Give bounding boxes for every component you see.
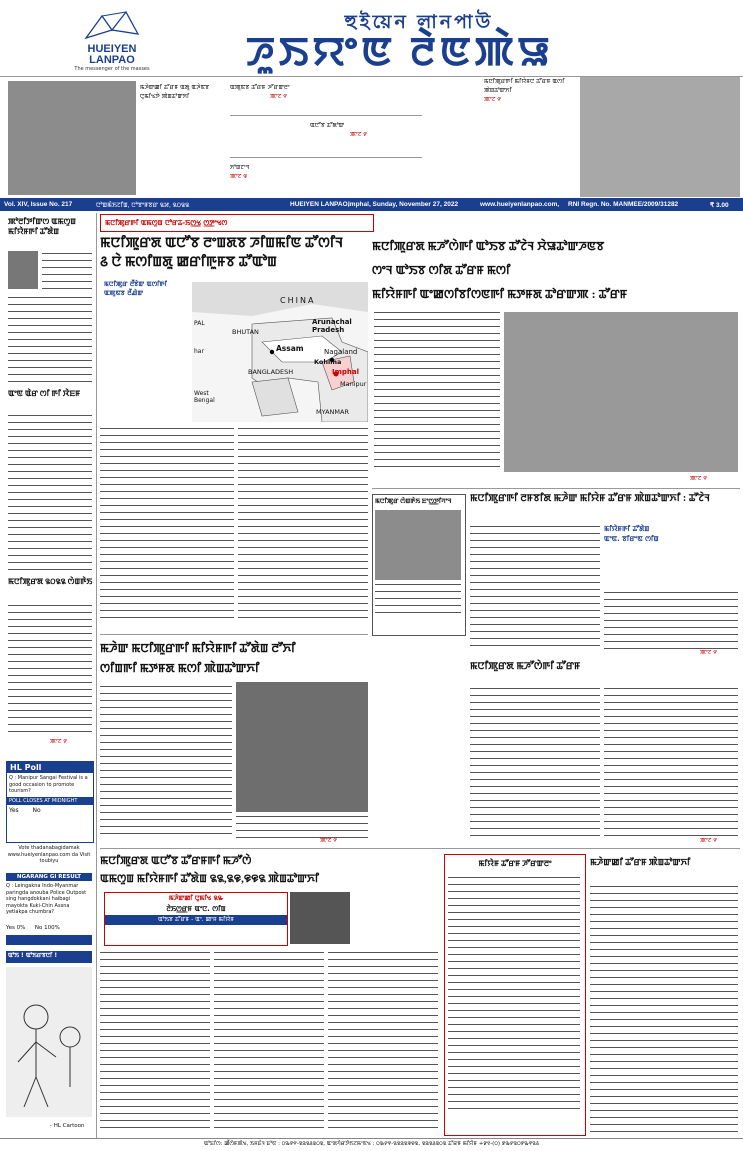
top-box-1-ref[interactable]: ꯄꯦꯖ ꯵ xyxy=(270,93,288,100)
right-top-photo xyxy=(504,312,738,472)
top-box-1[interactable] xyxy=(230,83,422,116)
bottom-text-3 xyxy=(328,950,438,1134)
top-left-text: ꯃꯍꯥꯛꯀꯤ ꯊꯧꯔꯝ ꯑꯗꯨ ꯑꯍꯥꯟꯕ ꯅꯨꯃꯤꯠꯇꯥ ꯄꯥꯡꯊꯣꯛꯈꯤ xyxy=(140,84,210,100)
website[interactable]: www.hueiyenlanpao.com, xyxy=(480,201,560,208)
small-story-text xyxy=(375,582,461,618)
map-label-bangladesh: BANGLADESH xyxy=(248,368,294,376)
cartoon-caption: ꯑꯣꯏ ! ꯑꯣꯏꯔꯕꯅꯤ ! xyxy=(6,951,92,963)
result-title: NGARANG GI RESULT xyxy=(6,873,92,881)
top-box-3-ref[interactable]: ꯄꯦꯖ ꯶ xyxy=(230,173,248,180)
mid-right-text-2 xyxy=(604,590,738,650)
publisher: HUEIYEN LANPAO, xyxy=(290,201,350,208)
mid-right-headline: ꯃꯅꯤꯄꯨꯔꯒꯤ ꯂꯝꯕꯤꯗ ꯃꯍꯥꯛ ꯃꯤꯌꯥꯝ ꯊꯧꯔꯝ ꯄꯥꯡꯊꯣꯛꯈꯤ : ꯊꯧꯖꯥꯜ xyxy=(470,493,710,504)
top-box-2-ref[interactable]: ꯄꯦꯖ ꯸ xyxy=(350,131,368,138)
map-label-assam: Assam xyxy=(276,344,304,353)
result-values xyxy=(6,925,92,931)
photo-story-text xyxy=(100,684,232,834)
map-sidebar-text: ꯃꯅꯤꯄꯨꯔ ꯂꯩꯕꯥꯛ ꯑꯁꯤꯒꯤ ꯑꯄꯨꯟꯕ ꯂꯩꯉꯥꯛ xyxy=(104,280,168,297)
volume-issue: Vol. XIV, Issue No. 217 xyxy=(4,201,73,208)
small-story-photo xyxy=(375,510,461,580)
map-label-west-bengal: West Bengal xyxy=(194,390,215,404)
obituary-name: ꯂꯥꯏꯁ꯭ꯔꯝ ꯑꯦꯅ. ꯁꯤꯡ xyxy=(166,905,226,913)
mid-right-box-sub: ꯑꯦꯟ. ꯕꯤꯔꯦꯟ ꯁꯤꯡ xyxy=(604,535,659,543)
bottom-headline-2: ꯑꯃꯁꯨꯡ ꯃꯤꯌꯥꯝꯒꯤ ꯊꯧꯗꯥꯡ ꯲꯲,꯲꯶,꯶꯶꯲ ꯄꯥꯡꯊꯣꯛꯈꯤ xyxy=(100,873,319,885)
top-box-1-text: ꯑꯄꯨꯟꯕ ꯊꯧꯔꯝ ꯍꯧꯔꯛꯂꯦ xyxy=(230,84,290,91)
divider xyxy=(372,488,740,489)
result-yes: Yes 0% xyxy=(6,925,26,931)
map-story-text-1 xyxy=(100,426,234,622)
masthead-title-meitei: ꯍꯨꯏꯌꯦꯟ ꯂꯥꯟꯄꯥꯎ xyxy=(246,29,554,74)
left-text-4 xyxy=(8,603,92,733)
map-label-arunachal: Arunachal Pradesh xyxy=(312,318,352,334)
obituary-sub: ꯑꯣꯏꯕ ꯊꯧꯔꯝ - ꯑꯦ. ꯀꯦꯝ ꯃꯤꯌꯥꯝ xyxy=(105,915,287,925)
bottom-headline xyxy=(100,852,440,888)
hl-poll-no[interactable]: No xyxy=(32,806,41,814)
center-story-ref[interactable]: ꯄꯦꯖ ꯵ xyxy=(700,837,718,844)
left-headline-3: ꯃꯅꯤꯄꯨꯔꯗ ꯲꯰꯲꯲ ꯁꯥꯡꯒꯥꯏ xyxy=(8,577,93,586)
cartoon-drawing-icon xyxy=(6,967,92,1117)
left-headline-1: ꯄꯣꯂꯤꯇꯤꯛꯁ ꯑꯃꯁꯨꯡ ꯃꯤꯌꯥꯝꯒꯤ ꯊꯧꯗꯥꯡ xyxy=(8,217,76,236)
obituary-box xyxy=(104,892,288,946)
right-top-headline-2: ꯁꯦꯜ ꯑꯣꯏꯕ ꯁꯤꯗ ꯊꯧꯔꯝ ꯃꯁꯤ xyxy=(372,263,511,277)
map-story-text-2 xyxy=(238,426,368,622)
map-headline-line-2: ꯴ ꯅꯥ ꯃꯁꯤꯡꯗꯨ ꯀꯔꯤꯒꯨꯝꯕ ꯊꯧꯑꯣꯡ xyxy=(100,255,277,270)
bottom-right-headline: ꯃꯍꯥꯛꯀꯤ ꯊꯧꯔꯝ ꯄꯥꯡꯊꯣꯛꯈꯤ xyxy=(590,857,691,867)
right-top-text xyxy=(374,310,500,470)
rni-number: RNI Regn. No. MANMEE/2009/31282 xyxy=(568,201,679,208)
map-label-manipur: Manipur xyxy=(340,380,367,388)
divider xyxy=(100,634,368,635)
right-top-ref[interactable]: ꯄꯦꯖ ꯵ xyxy=(690,475,708,482)
result-question: Q : Leingakna Indo-Myanmar paringda anouba Police Outpost sing hangdokkani haibagi mayokta Kuki-Chin Assna yetlakpa chumbra? xyxy=(6,883,87,915)
map-label-bhutan: BHUTAN xyxy=(232,328,259,336)
hl-poll-yes[interactable]: Yes xyxy=(9,806,19,814)
top-right-text xyxy=(484,77,578,187)
group-photo xyxy=(8,81,136,195)
small-story-box xyxy=(372,494,466,636)
map-label-nepal: PAL xyxy=(194,320,205,327)
bottom-mid-box xyxy=(444,854,586,1136)
footer: ꯑꯣꯐꯤꯁ: ꯀꯩꯁꯥꯝꯄꯥꯠ, ꯏꯝꯐꯥꯜ ꯐꯣꯟ : ꯰꯳꯸꯵-꯲꯲꯲꯴꯲꯰꯲, ꯑꯦꯗꯚꯥꯔꯇꯥꯏꯖꯃꯦꯟꯠ : ꯰꯳꯸꯵-꯲꯲꯲꯲꯶꯶꯲, ꯲꯲꯲꯴꯲꯰꯲ ꯊꯧꯔꯝ ꯃꯤꯌꯥꯝ +꯹꯱-(꯰) ꯹꯳꯸꯲꯰꯸꯳꯵꯲꯴ xyxy=(0,1138,743,1151)
photo-story-headline-2: ꯁꯤꯡꯒꯤ ꯃꯇꯝꯗ ꯃꯁꯤ ꯄꯥꯡꯊꯣꯛꯈꯤ xyxy=(100,661,260,675)
masthead-title-bengali: হুইয়েন লানপাউ xyxy=(344,12,494,33)
mid-right-ref[interactable]: ꯄꯦꯖ ꯵ xyxy=(700,649,718,656)
top-right-text-body: ꯃꯅꯤꯄꯨꯔꯒꯤ ꯃꯤꯌꯥꯝꯅ ꯊꯧꯔꯝ ꯑꯁꯤ ꯄꯥꯡꯊꯣꯛꯈꯤ xyxy=(484,78,565,94)
mid-right-text xyxy=(470,524,600,648)
photo-story-headline-1: ꯃꯍꯥꯛ ꯃꯅꯤꯄꯨꯔꯒꯤ ꯃꯤꯌꯥꯝꯒꯤ ꯊꯧꯗꯥꯡ ꯂꯧꯈꯤ xyxy=(100,641,296,655)
map-label-myanmar: MYANMAR xyxy=(316,408,349,416)
map-label-kohima: Kohima xyxy=(314,358,342,366)
vote-instructions[interactable]: Vote thadanabagidamak www.hueiyenlanpao.com da Visit toubiyu xyxy=(7,845,91,864)
map-label-imphal: Imphal xyxy=(332,368,360,376)
hl-poll-options xyxy=(7,805,93,816)
right-top-headline-1: ꯃꯅꯤꯄꯨꯔꯗ ꯃꯍꯧꯁꯥꯒꯤ ꯑꯣꯏꯕ ꯊꯧꯖꯥꯜ ꯆꯥꯎꯊꯣꯛꯍꯟꯕ xyxy=(372,239,605,253)
map-headline xyxy=(100,234,368,272)
map-label-nagaland: Nagaland xyxy=(324,348,358,356)
left-text-2 xyxy=(8,295,92,385)
hl-poll-closes: POLL CLOSES AT MIDNIGHT xyxy=(7,797,93,805)
left-column xyxy=(0,213,97,1138)
top-box-3-text: ꯈꯣꯡꯖꯦꯜ xyxy=(230,164,250,171)
right-top-headline xyxy=(372,234,738,306)
masthead xyxy=(0,0,743,76)
center-story-text-2 xyxy=(604,686,738,836)
logo-tagline: The messenger of the masses xyxy=(74,66,150,72)
bottom-mid-box-title: ꯃꯤꯌꯥꯝ ꯊꯧꯔꯝ ꯍꯧꯔꯛꯂꯦ xyxy=(478,859,552,868)
obituary-title: ꯃꯍꯥꯛꯀꯤ ꯅꯨꯃꯤꯠ ꯲꯳ xyxy=(168,894,224,902)
photo-story-photo xyxy=(236,682,368,812)
photo-story-headline xyxy=(100,638,368,678)
left-headline-2: ꯑꯦꯟ ꯑꯥꯔ ꯁꯤ ꯒꯤ ꯋꯥꯐꯝ xyxy=(8,389,81,398)
map-headline-line-1: ꯃꯅꯤꯄꯨꯔꯗ ꯑꯅꯧꯕ ꯂꯦꯡꯗꯕ ꯍꯤꯡꯃꯤꯟ ꯊꯧꯁꯤꯜ xyxy=(100,236,344,251)
map xyxy=(192,282,368,422)
ceremony-photo xyxy=(580,77,740,197)
mid-right-box-title: ꯃꯤꯌꯥꯝꯒꯤ ꯊꯧꯗꯥꯡ xyxy=(604,525,650,533)
hl-poll xyxy=(6,761,94,843)
result-no: No 100% xyxy=(34,925,60,931)
photo-story-caption xyxy=(236,814,368,838)
cartoon xyxy=(6,967,92,1117)
top-strip xyxy=(0,76,743,199)
center-story-headline: ꯃꯅꯤꯄꯨꯔꯗ ꯃꯍꯧꯁꯥꯒꯤ ꯊꯧꯔꯝ xyxy=(470,661,581,672)
left-text-1 xyxy=(42,251,92,291)
hl-poll-title: HL Poll xyxy=(7,762,93,773)
columnist-photo xyxy=(8,251,38,289)
paper-crane-icon xyxy=(82,8,142,44)
top-box-2-text: ꯑꯅꯧꯕ ꯊꯧꯗꯣꯛ xyxy=(310,122,345,129)
map-banner: ꯃꯅꯤꯄꯨꯔꯒꯤ ꯑꯃꯁꯨꯡ ꯅꯣꯔꯊ-ꯏꯁ꯭ꯠ ꯁ꯭ꯇꯦꯠꯁ xyxy=(100,214,374,232)
price: ₹ 3.00 xyxy=(710,202,729,209)
left-page-ref[interactable]: ꯄꯦꯖ ꯸ xyxy=(50,738,68,745)
center-story-text-1 xyxy=(470,686,600,836)
info-bar xyxy=(0,198,743,211)
left-text-3 xyxy=(8,413,92,573)
obituary-photo xyxy=(290,892,350,944)
divider xyxy=(100,848,740,849)
right-top-headline-3: ꯃꯤꯌꯥꯝꯒꯤ ꯑꯦꯀꯁꯤꯕꯤꯁꯟꯒꯤ ꯃꯇꯝꯗ ꯊꯣꯔꯛꯄ : ꯊꯧꯔꯝ xyxy=(372,287,628,301)
hl-poll-question: Q : Manipur Sangai Festival is a good occasion to promote tourism? xyxy=(9,775,88,794)
place-date: Imphal, Sunday, November 27, 2022 xyxy=(348,201,459,208)
bottom-text-1 xyxy=(100,950,210,1134)
bottom-headline-1: ꯃꯅꯤꯄꯨꯔꯗ ꯑꯅꯧꯕ ꯊꯧꯔꯝꯒꯤ ꯃꯍꯧꯁꯥ xyxy=(100,855,252,867)
logo xyxy=(52,8,172,76)
result-bar-fill xyxy=(6,935,92,945)
logo-name-2: LANPAO xyxy=(89,54,135,66)
bottom-right-text xyxy=(590,884,738,1134)
result-bar xyxy=(6,935,92,945)
meitei-date: ꯅꯣꯡꯃꯥꯏꯖꯤꯡ, ꯅꯣꯕꯦꯝꯕꯔ ꯲꯷, ꯲꯰꯲꯲ xyxy=(96,202,190,209)
bottom-mid-box-text xyxy=(448,875,580,1115)
map-label-china: CHINA xyxy=(280,296,316,305)
bottom-text-2 xyxy=(214,950,324,1134)
photo-story-ref[interactable]: ꯄꯦꯖ ꯵ xyxy=(320,837,338,844)
top-right-ref[interactable]: ꯄꯦꯖ ꯵ xyxy=(484,96,502,103)
small-story-title: ꯃꯅꯤꯄꯨꯔ ꯁꯥꯡꯒꯥꯏ ꯐꯦꯁ꯭ꯇꯤꯚꯦꯜ xyxy=(375,498,452,505)
top-box-3[interactable] xyxy=(230,163,422,193)
cartoon-credit: - HL Cartoon xyxy=(50,1123,85,1129)
logo-name-1: HUEIYEN xyxy=(87,43,137,55)
mid-right-box xyxy=(604,524,738,588)
map-label-bihar: har xyxy=(194,348,204,355)
top-box-2[interactable] xyxy=(230,121,422,158)
